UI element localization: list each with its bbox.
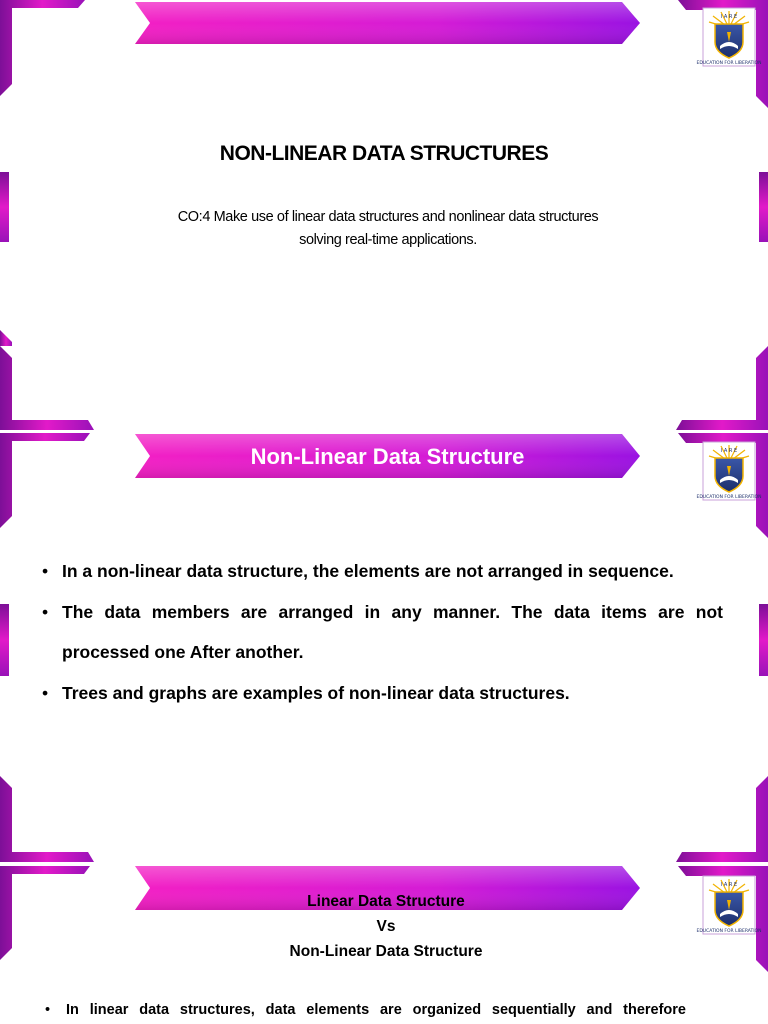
svg-text:I A R E: I A R E (720, 882, 738, 888)
list-item: • The data members are arranged in any manner. The data items are not processed one After another. (62, 592, 723, 673)
course-outcome-line-2: solving real-time applications. (299, 232, 477, 248)
iare-logo (696, 8, 762, 66)
bullet-list (45, 1000, 686, 1020)
svg-text:EDUCATION FOR LIBERATION: EDUCATION FOR LIBERATION (696, 495, 762, 500)
list-item: • Trees and graphs are examples of non-linear data structures. (62, 673, 723, 714)
deck-title: NON-LINEAR DATA STRUCTURES (219, 142, 549, 165)
svg-text:EDUCATION FOR LIBERATION: EDUCATION FOR LIBERATION (696, 61, 762, 66)
bullet-dot: • (45, 1002, 51, 1018)
comparison-heading (200, 889, 572, 964)
bullet-dot: • (42, 601, 49, 622)
comparison-heading-line-3: Non-Linear Data Structure (289, 943, 483, 960)
svg-text:EDUCATION FOR LIBERATION: EDUCATION FOR LIBERATION (696, 929, 762, 934)
svg-text:I A R E: I A R E (720, 448, 738, 454)
slide-2 (0, 346, 768, 776)
bullet-dot: • (42, 682, 49, 703)
slide-1 (0, 0, 768, 346)
list-item: • In linear data structures, data elements are organized sequentially and therefore (45, 1002, 686, 1018)
slide-3 (0, 776, 768, 1024)
iare-logo (696, 442, 762, 500)
course-outcome-line-1: CO:4 Make use of linear data structures and nonlinear data structures (177, 209, 599, 225)
course-outcome (100, 206, 676, 252)
comparison-heading-line-1: Linear Data Structure (307, 893, 465, 910)
section-banner-title: Non-Linear Data Structure (250, 444, 525, 469)
bullet-dot: • (42, 561, 49, 581)
slide-frame-decoration (0, 0, 768, 346)
svg-text:I A R E: I A R E (720, 14, 738, 20)
iare-logo (696, 876, 762, 934)
bullet-list (42, 551, 723, 713)
comparison-heading-line-2: Vs (376, 918, 396, 935)
list-item: • In a non-linear data structure, the elements are not arranged in sequence. (62, 551, 723, 592)
